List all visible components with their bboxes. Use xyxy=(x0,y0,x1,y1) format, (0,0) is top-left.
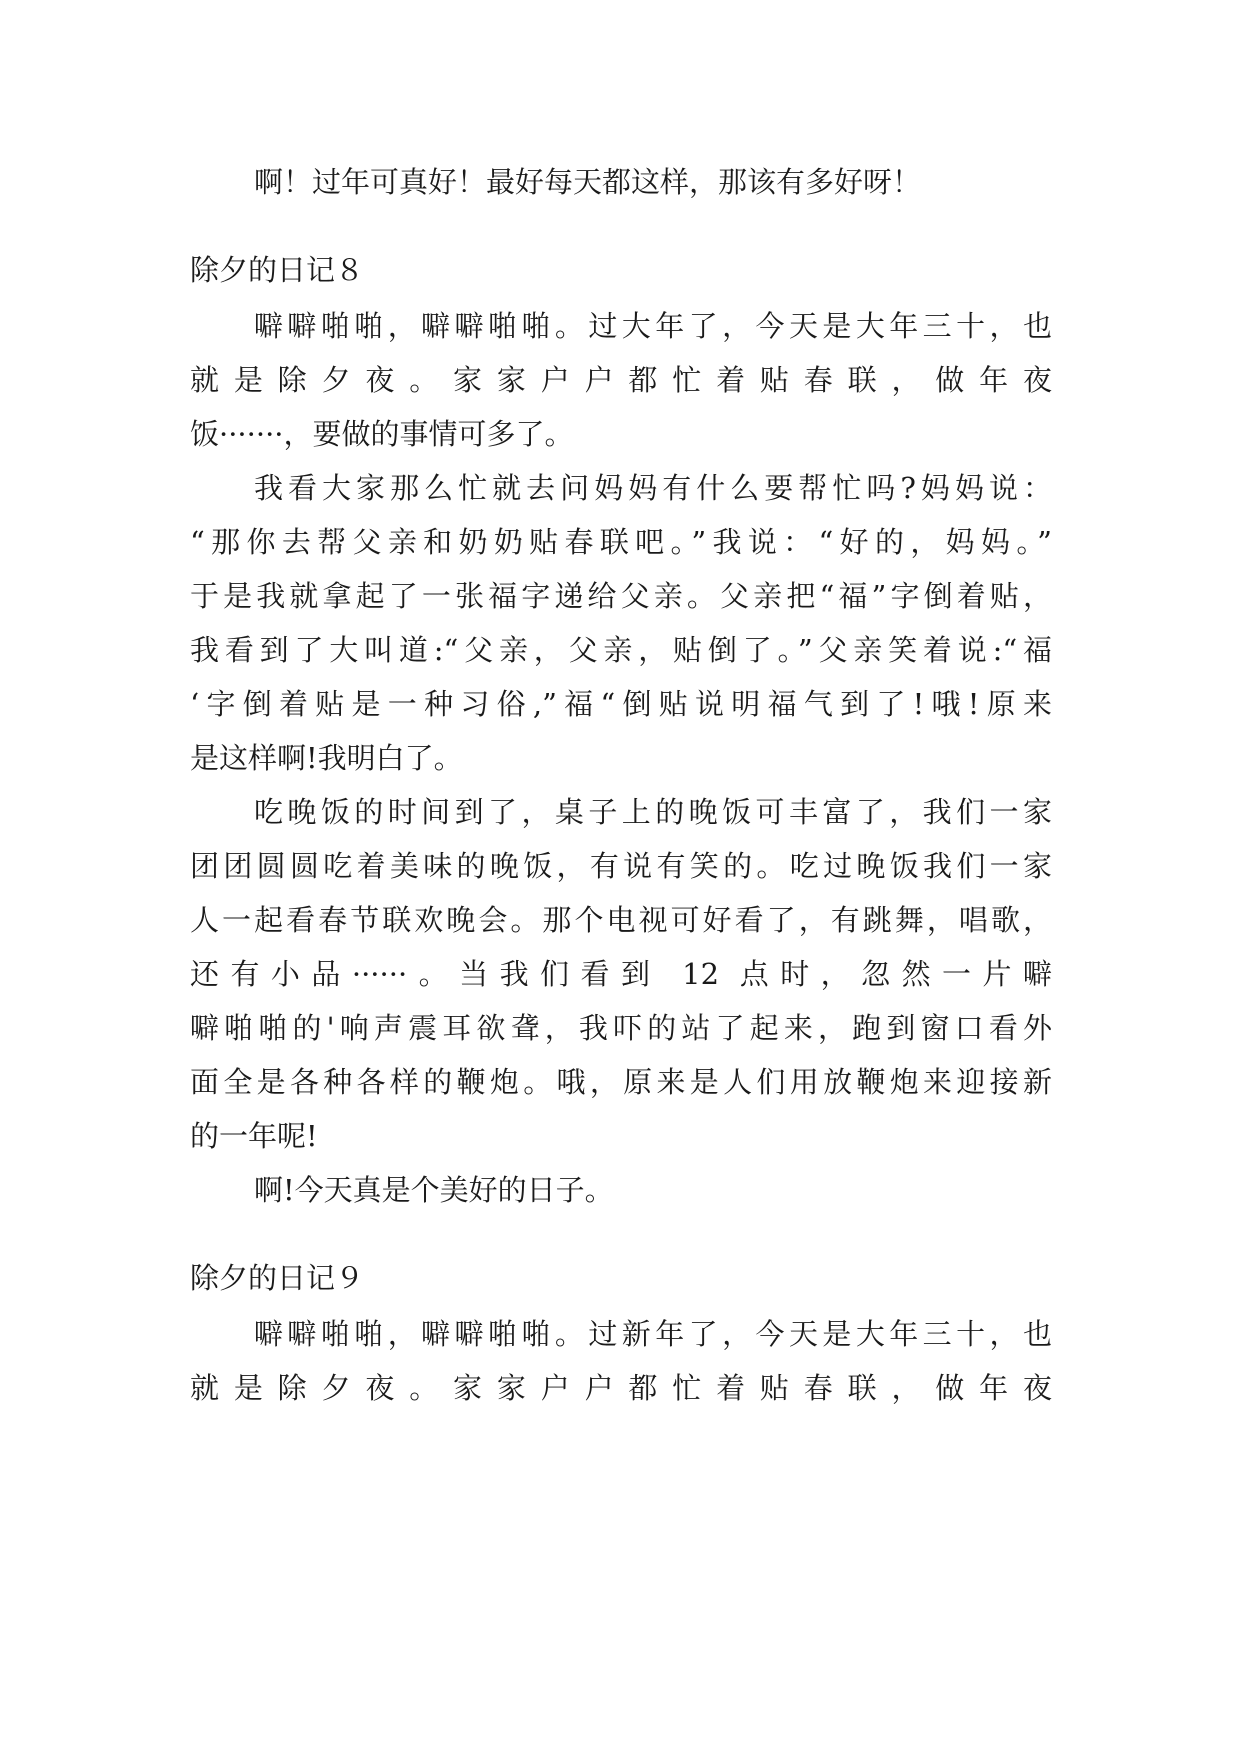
section-heading: 除夕的日记８ xyxy=(190,253,365,287)
paragraph-line: 我看大家那么忙就去问妈妈有什么要帮忙吗?妈妈说： xyxy=(254,471,1052,505)
paragraph-line: 面全是各种各样的鞭炮。哦，原来是人们用放鞭炮来迎接新 xyxy=(190,1065,1052,1099)
paragraph-line: “那你去帮父亲和奶奶贴春联吧。”我说：“好的，妈妈。” xyxy=(190,525,1052,559)
paragraph-line: 吃晚饭的时间到了，桌子上的晚饭可丰富了，我们一家 xyxy=(254,795,1052,829)
paragraph-line: 于是我就拿起了一张福字递给父亲。父亲把“福”字倒着贴， xyxy=(190,579,1052,613)
paragraph-line: ‘字倒着贴是一种习俗,”福“倒贴说明福气到了!哦!原来 xyxy=(190,687,1052,721)
paragraph-line: 团团圆圆吃着美味的晚饭，有说有笑的。吃过晚饭我们一家 xyxy=(190,849,1052,883)
paragraph-line: 的一年呢! xyxy=(190,1119,318,1153)
paragraph-line: 啊！过年可真好！最好每天都这样，那该有多好呀！ xyxy=(254,165,922,199)
paragraph-line: 我看到了大叫道:“父亲，父亲，贴倒了。”父亲笑着说:“福 xyxy=(190,633,1052,667)
paragraph-line: 饭·······，要做的事情可多了。 xyxy=(190,417,574,451)
paragraph-line: 是这样啊!我明白了。 xyxy=(190,741,463,775)
paragraph-line: 噼噼啪啪，噼噼啪啪。过大年了，今天是大年三十，也 xyxy=(254,309,1052,343)
paragraph-line: 还有小品······。当我们看到 12 点时，忽然一片噼 xyxy=(190,957,1052,991)
paragraph-line: 人一起看春节联欢晚会。那个电视可好看了，有跳舞，唱歌， xyxy=(190,903,1052,937)
paragraph-line: 啊!今天真是个美好的日子。 xyxy=(254,1173,614,1207)
paragraph-line: 噼啪啪的'响声震耳欲聋，我吓的站了起来，跑到窗口看外 xyxy=(190,1011,1052,1045)
paragraph-line: 噼噼啪啪，噼噼啪啪。过新年了，今天是大年三十，也 xyxy=(254,1317,1052,1351)
paragraph-line: 就是除夕夜。家家户户都忙着贴春联，做年夜 xyxy=(190,1371,1052,1405)
paragraph-line: 就是除夕夜。家家户户都忙着贴春联，做年夜 xyxy=(190,363,1052,397)
section-heading: 除夕的日记９ xyxy=(190,1261,365,1295)
